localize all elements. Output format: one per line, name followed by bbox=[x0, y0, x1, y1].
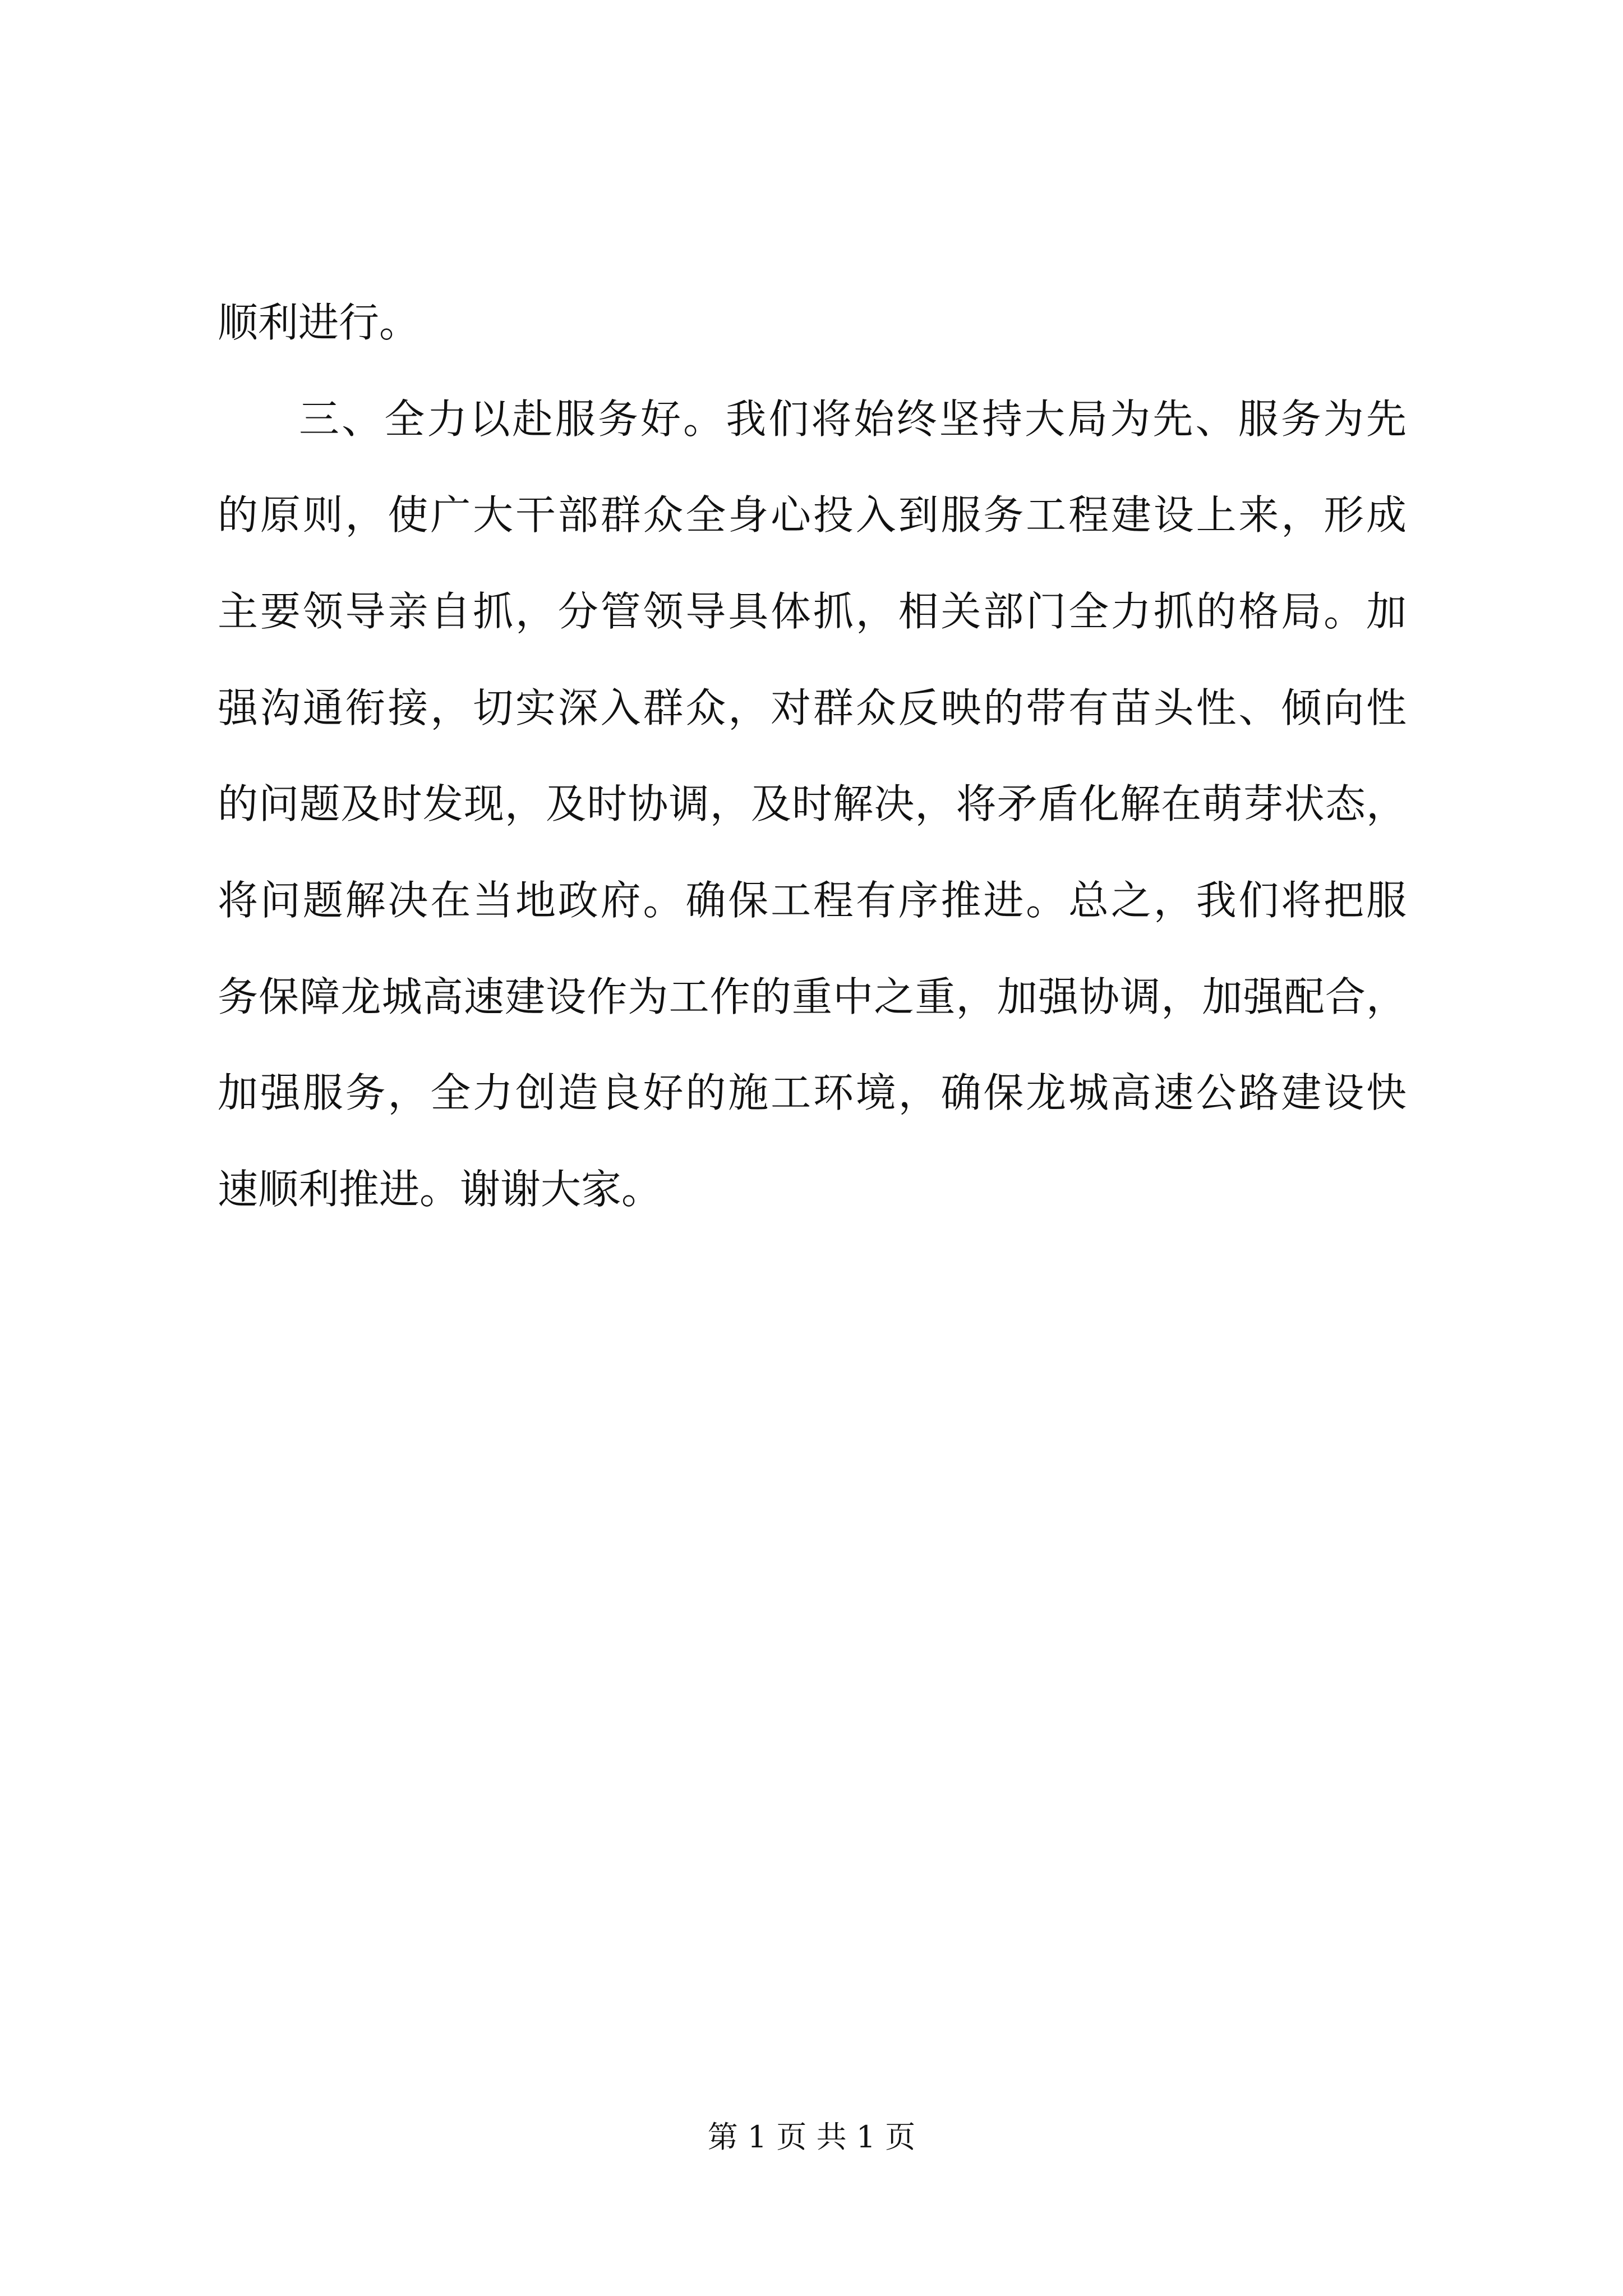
paragraph-line: 的原则，使广大干部群众全身心投入到服务工程建设上来，形成 bbox=[218, 491, 1407, 539]
paragraph-line: 将问题解决在当地政府。确保工程有序推进。总之，我们将把服 bbox=[218, 877, 1407, 924]
paragraph-line: 速顺利推进。谢谢大家。 bbox=[218, 1166, 662, 1213]
paragraph-line: 的问题及时发现，及时协调，及时解决，将矛盾化解在萌芽状态， bbox=[218, 780, 1407, 827]
paragraph-line: 顺利进行。 bbox=[218, 299, 420, 346]
page-number-footer: 第 1 页 共 1 页 bbox=[707, 2119, 916, 2155]
paragraph-line: 加强服务，全力创造良好的施工环境，确保龙城高速公路建设快 bbox=[218, 1069, 1407, 1116]
paragraph-line: 三、全力以赴服务好。我们将始终坚持大局为先、服务为先 bbox=[299, 395, 1407, 443]
paragraph-line: 强沟通衔接，切实深入群众，对群众反映的带有苗头性、倾向性 bbox=[218, 684, 1407, 731]
paragraph-line: 主要领导亲自抓，分管领导具体抓，相关部门全力抓的格局。加 bbox=[218, 588, 1407, 635]
paragraph-line: 务保障龙城高速建设作为工作的重中之重，加强协调，加强配合， bbox=[218, 973, 1407, 1020]
